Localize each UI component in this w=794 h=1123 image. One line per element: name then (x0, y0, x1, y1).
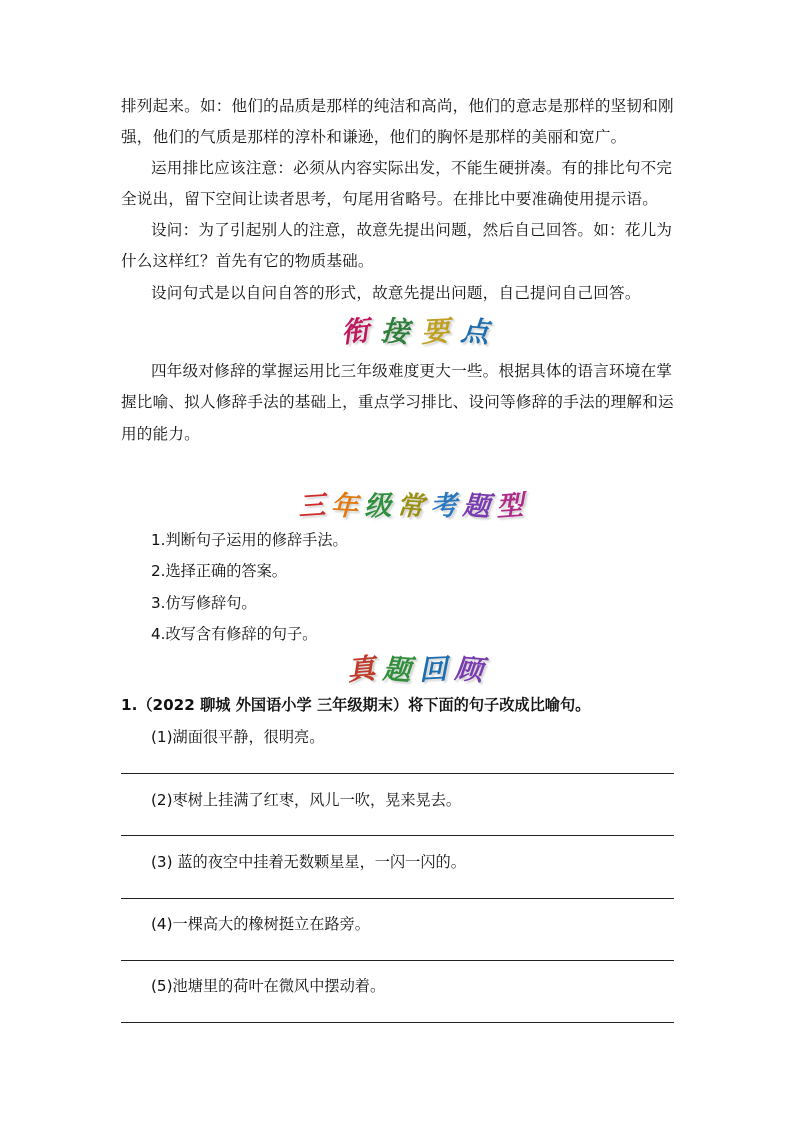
exercise-item-3: (3) 蓝的夜空中挂着无数颗星星，一闪一闪的。 (151, 853, 466, 871)
heading2-char-7: 型 (494, 489, 524, 523)
answer-line-3[interactable] (121, 898, 674, 899)
connection-line-1: 四年级对修辞的掌握运用比三年级难度更大一些。根据具体的语言环境在掌 (151, 362, 673, 380)
heading-past-exam-review (345, 648, 485, 688)
heading2-char-2: 年 (329, 489, 359, 523)
question-type-3: 3.仿写修辞句。 (151, 594, 257, 612)
exercise-item-5: (5)池塘里的荷叶在微风中摆动着。 (151, 977, 386, 995)
intro-line-1: 排列起来。如：他们的品质是那样的纯洁和高尚，他们的意志是那样的坚韧和刚 (121, 97, 674, 115)
heading3-char-1: 真 (345, 651, 377, 688)
question-type-1: 1.判断句子运用的修辞手法。 (151, 531, 348, 549)
exercise-item-2: (2)枣树上挂满了红枣，风儿一吹，晃来晃去。 (151, 791, 462, 809)
heading2-char-5: 考 (428, 489, 458, 523)
intro-line-7: 设问句式是以自问自答的形式，故意先提出问题，自己提问自己回答。 (151, 284, 641, 302)
heading1-char-4: 点 (459, 313, 491, 350)
connection-line-2: 握比喻、拟人修辞手法的基础上，重点学习排比、设问等修辞的手法的理解和运 (121, 393, 674, 411)
heading-connection-points (320, 310, 510, 350)
answer-line-1[interactable] (121, 773, 674, 774)
question-type-2: 2.选择正确的答案。 (151, 562, 287, 580)
intro-line-5: 设问：为了引起别人的注意，故意先提出问题，然后自己回答。如：花儿为 (151, 221, 673, 239)
exercise-item-1: (1)湖面很平静，很明亮。 (151, 728, 325, 746)
intro-line-3: 运用排比应该注意：必须从内容实际出发，不能生硬拼凑。有的排比句不完 (151, 159, 673, 177)
heading1-char-1: 衔 (339, 313, 371, 350)
exercise-item-4: (4)一棵高大的橡树挺立在路旁。 (151, 915, 370, 933)
intro-line-6: 什么这样红？首先有它的物质基础。 (121, 252, 374, 270)
heading3-char-2: 题 (381, 652, 413, 687)
heading1-char-2: 接 (379, 314, 411, 349)
question-type-4: 4.改写含有修辞的句子。 (151, 625, 318, 643)
heading2-char-1: 三 (296, 489, 326, 523)
heading-common-question-types (285, 483, 535, 523)
heading3-char-4: 顾 (453, 651, 485, 688)
answer-line-5[interactable] (121, 1022, 674, 1023)
heading2-char-6: 题 (461, 489, 491, 523)
heading2-char-3: 级 (363, 490, 392, 522)
heading2-char-4: 常 (394, 489, 425, 523)
exercise-title: 1.（2022 聊城 外国语小学 三年级期末）将下面的句子改成比喻句。 (121, 696, 591, 714)
heading3-char-3: 回 (418, 652, 448, 687)
answer-line-4[interactable] (121, 960, 674, 961)
answer-line-2[interactable] (121, 835, 674, 836)
connection-line-3: 用的能力。 (121, 425, 200, 443)
intro-line-4: 全说出，留下空间让读者思考，句尾用省略号。在排比中要准确使用提示语。 (121, 190, 658, 208)
intro-line-2: 强，他们的气质是那样的淳朴和谦逊，他们的胸怀是那样的美丽和宽广。 (121, 128, 627, 146)
heading1-char-3: 要 (420, 314, 450, 349)
